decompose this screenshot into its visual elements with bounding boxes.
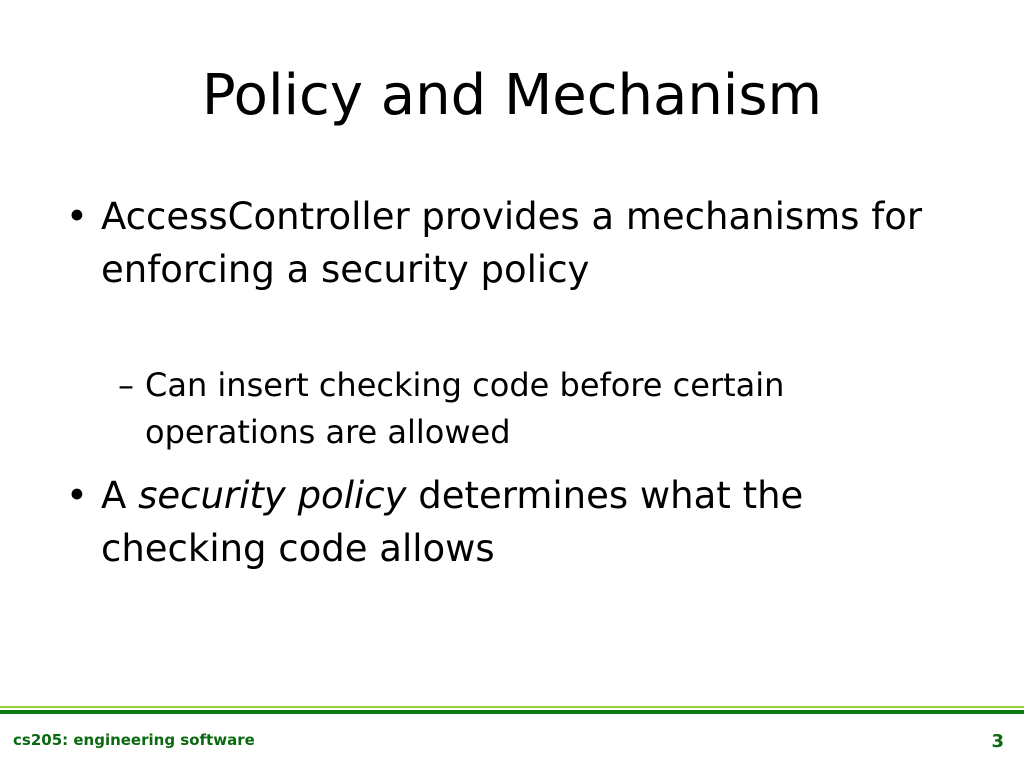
bullet-marker: • xyxy=(66,474,88,517)
bullet-item xyxy=(66,469,946,575)
slide-title: Policy and Mechanism xyxy=(201,63,823,128)
sub-bullet-marker: – xyxy=(118,366,134,404)
bullet-text-suffix: determines what the checking code allows xyxy=(101,474,804,570)
slide-number: 3 xyxy=(991,731,1004,752)
sub-bullet-text: Can insert checking code before certain operations are allowed xyxy=(145,366,785,451)
bullet-marker: • xyxy=(66,195,88,238)
bullet-text xyxy=(101,469,946,575)
bullet-text-emphasis: security policy xyxy=(138,474,407,517)
footer-course-label: cs205: engineering software xyxy=(13,731,255,749)
bullet-text: AccessController provides a mechanisms for enforcing a security policy xyxy=(101,195,923,291)
footer-rule-thick xyxy=(0,710,1024,714)
sub-bullet-item xyxy=(118,362,958,456)
bullet-text-prefix: A xyxy=(101,474,139,517)
bullet-item xyxy=(66,190,946,296)
footer-rule-thin xyxy=(0,706,1024,708)
